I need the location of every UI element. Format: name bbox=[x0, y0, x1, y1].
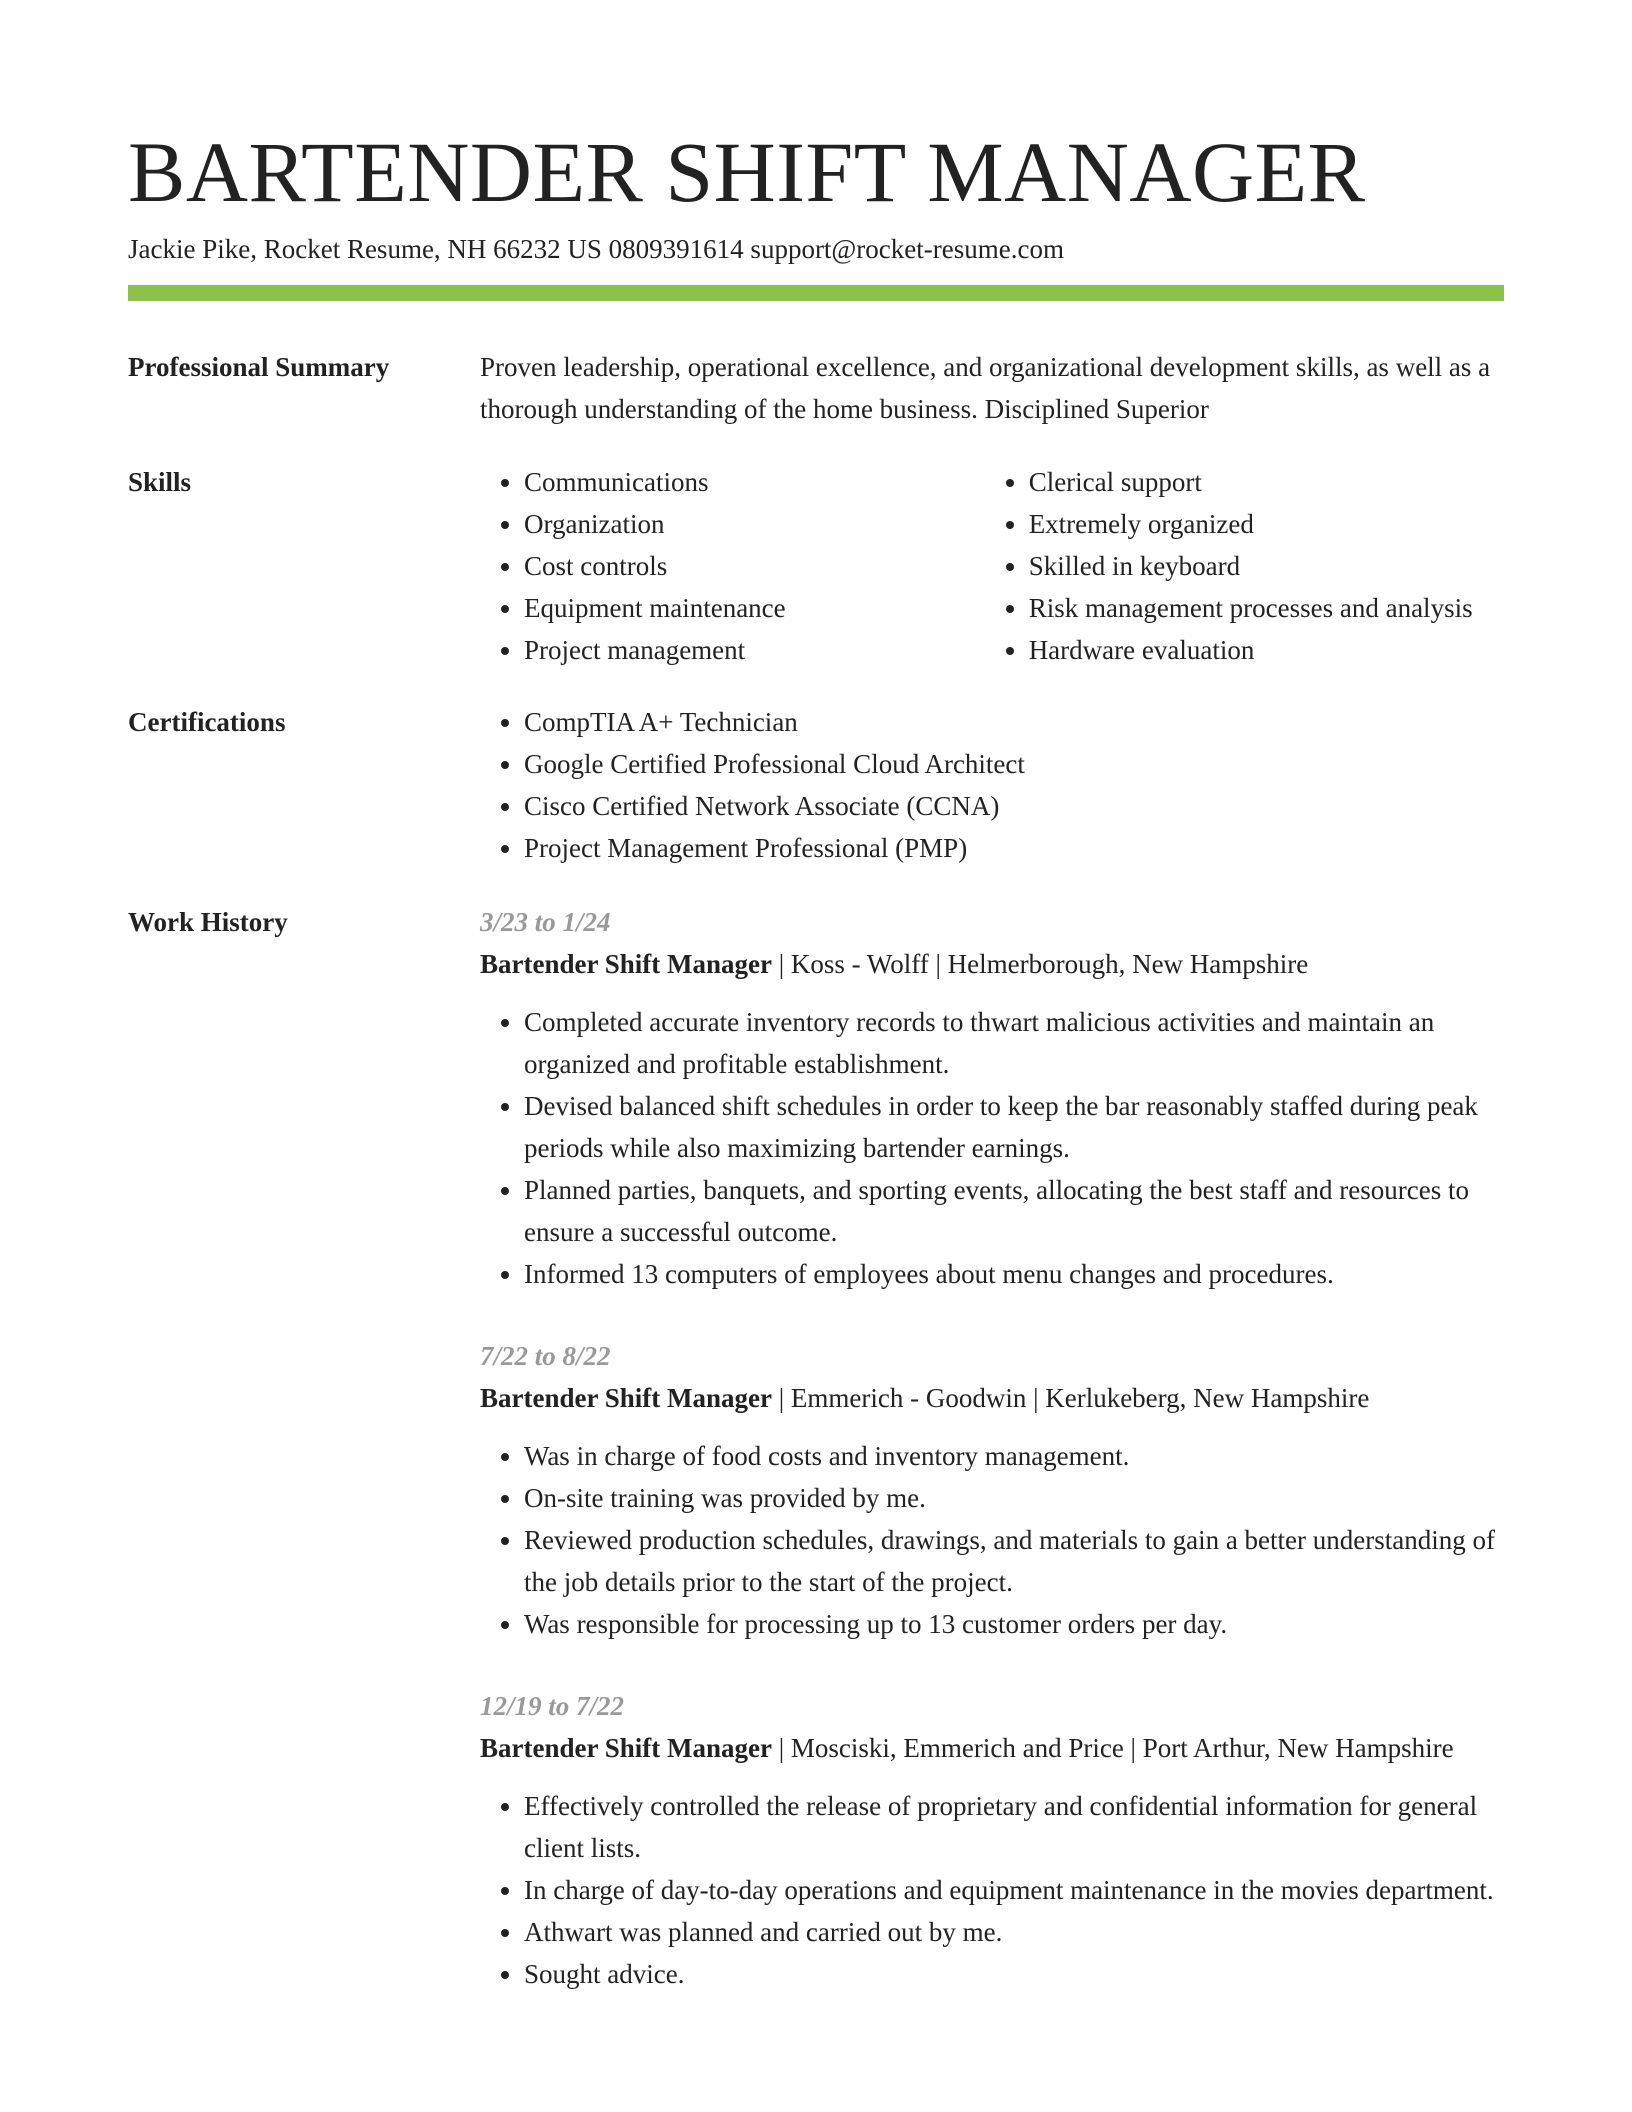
resume-name: BARTENDER SHIFT MANAGER bbox=[128, 124, 1366, 220]
skill-item: • Organization bbox=[524, 503, 985, 545]
job-details: | Mosciski, Emmerich and Price | Port Arthur, New Hampshire bbox=[771, 1733, 1454, 1763]
section-title-summary: Professional Summary bbox=[128, 352, 390, 382]
section-title-skills: Skills bbox=[128, 467, 192, 497]
job-dates: 7/22 to 8/22 bbox=[480, 1341, 611, 1371]
job-bullet: • Reviewed production schedules, drawings, and materials to gain a better understanding of the job details prior to the start of the project. bbox=[524, 1519, 1504, 1603]
job-bullet: • On-site training was provided by me. bbox=[524, 1477, 1504, 1519]
job-title: Bartender Shift Manager bbox=[480, 1383, 772, 1413]
job-bullets bbox=[480, 1435, 1504, 1645]
certification-item: • Cisco Certified Network Associate (CCNA) bbox=[524, 785, 1504, 827]
certifications-list bbox=[480, 701, 1504, 869]
job-heading bbox=[480, 1727, 1504, 1769]
job-bullet: • Informed 13 computers of employees about menu changes and procedures. bbox=[524, 1253, 1504, 1295]
job-bullet: • In charge of day-to-day operations and equipment maintenance in the movies department. bbox=[524, 1869, 1504, 1911]
job-dates: 3/23 to 1/24 bbox=[480, 907, 611, 937]
skill-item: • Hardware evaluation bbox=[1029, 629, 1504, 671]
skill-item: • Cost controls bbox=[524, 545, 985, 587]
skills-list-right bbox=[985, 461, 1504, 671]
job-title: Bartender Shift Manager bbox=[480, 1733, 772, 1763]
summary-text: Proven leadership, operational excellence, and organizational development skills, as well as a thorough understanding of the home business. Disciplined Superior bbox=[480, 352, 1491, 424]
contact-line: Jackie Pike, Rocket Resume, NH 66232 US 0809391614 support@rocket-resume.com bbox=[128, 234, 1064, 264]
job-details: | Koss - Wolff | Helmerborough, New Hampshire bbox=[771, 949, 1309, 979]
job-bullet: • Effectively controlled the release of proprietary and confidential information for general client lists. bbox=[524, 1785, 1504, 1869]
skill-item: • Risk management processes and analysis bbox=[1029, 587, 1504, 629]
job-bullets bbox=[480, 1785, 1504, 1995]
skill-item: • Skilled in keyboard bbox=[1029, 545, 1504, 587]
certification-item: • CompTIA A+ Technician bbox=[524, 701, 1504, 743]
job-entry bbox=[480, 1685, 1504, 1995]
job-dates: 12/19 to 7/22 bbox=[480, 1691, 625, 1721]
job-bullet: • Was in charge of food costs and inventory management. bbox=[524, 1435, 1504, 1477]
work-history-body bbox=[480, 901, 1504, 2035]
section-title-certifications: Certifications bbox=[128, 707, 286, 737]
job-heading bbox=[480, 1377, 1504, 1419]
job-bullet: • Planned parties, banquets, and sporting events, allocating the best staff and resources to ensure a successful outcome. bbox=[524, 1169, 1504, 1253]
skill-item: • Clerical support bbox=[1029, 461, 1504, 503]
certification-item: • Google Certified Professional Cloud Architect bbox=[524, 743, 1504, 785]
job-bullet: • Completed accurate inventory records to thwart malicious activities and maintain an organized and profitable establishment. bbox=[524, 1001, 1504, 1085]
job-entry bbox=[480, 1335, 1504, 1645]
certification-item: • Project Management Professional (PMP) bbox=[524, 827, 1504, 869]
header-accent-rule bbox=[128, 285, 1504, 301]
job-bullet: • Devised balanced shift schedules in order to keep the bar reasonably staffed during peak periods while also maximizing bartender earnings. bbox=[524, 1085, 1504, 1169]
skills-body bbox=[480, 461, 1504, 671]
skill-item: • Communications bbox=[524, 461, 985, 503]
job-entry bbox=[480, 901, 1504, 1295]
skills-list-left bbox=[480, 461, 985, 671]
job-bullet: • Was responsible for processing up to 13 customer orders per day. bbox=[524, 1603, 1504, 1645]
certifications-body bbox=[480, 701, 1504, 869]
skill-item: • Project management bbox=[524, 629, 985, 671]
skill-item: • Extremely organized bbox=[1029, 503, 1504, 545]
job-bullets bbox=[480, 1001, 1504, 1295]
job-bullet: • Sought advice. bbox=[524, 1953, 1504, 1995]
job-bullet: • Athwart was planned and carried out by me. bbox=[524, 1911, 1504, 1953]
skill-item: • Equipment maintenance bbox=[524, 587, 985, 629]
job-title: Bartender Shift Manager bbox=[480, 949, 772, 979]
job-heading bbox=[480, 943, 1504, 985]
summary-body bbox=[480, 346, 1504, 430]
job-details: | Emmerich - Goodwin | Kerlukeberg, New Hampshire bbox=[771, 1383, 1370, 1413]
section-title-work-history: Work History bbox=[128, 907, 288, 937]
